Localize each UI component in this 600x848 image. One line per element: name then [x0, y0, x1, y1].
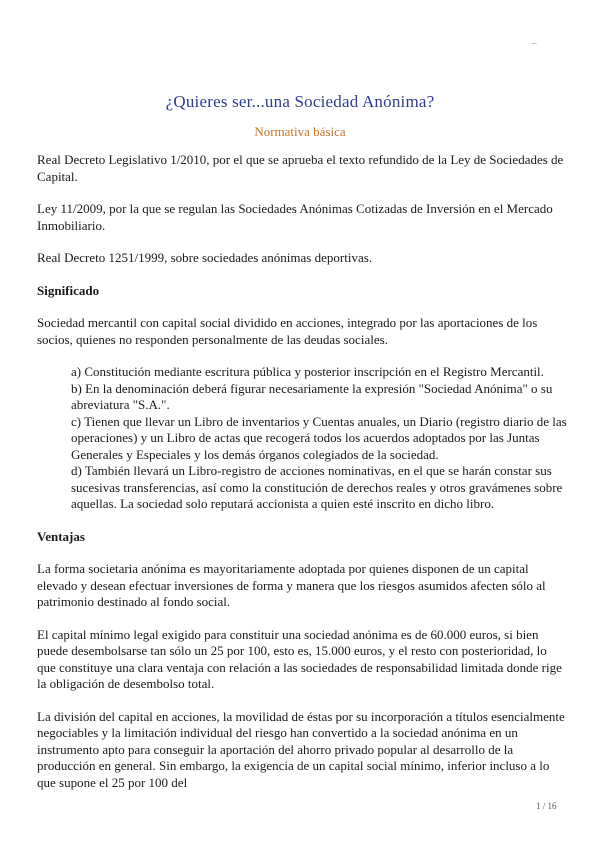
list-item: b) En la denominación deberá figurar necesariamente la expresión "Sociedad Anónima" o su abreviatura "S.A.". [71, 380, 553, 412]
ventajas-paragraph: La forma societaria anónima es mayoritariamente adoptada por quienes disponen de un capital elevado y desean efectuar inversiones de forma y manera que los riesgos asumidos afecten sólo al patrimonio destinado al fondo social. [37, 561, 546, 609]
significado-intro: Sociedad mercantil con capital social dividido en acciones, integrado por las aportaciones de los socios, quienes no responden personalmente de las deudas sociales. [37, 315, 538, 347]
significado-list [71, 364, 567, 513]
list-item: a) Constitución mediante escritura pública y posterior inscripción en el Registro Mercantil. [71, 364, 544, 379]
ventajas-paragraph: El capital mínimo legal exigido para constituir una sociedad anónima es de 60.000 euros, si bien puede desembolsarse tan sólo un 25 por 100, esto es, 15.000 euros, y el resto con posterioridad, lo que constituye una clara ventaja con relación a las sociedades de responsabilidad limitada donde rige la obligación de desembolso total. [37, 626, 562, 691]
page-title: ¿Quieres ser...una Sociedad Anónima? [165, 92, 435, 111]
list-item: c) Tienen que llevar un Libro de inventarios y Cuentas anuales, un Diario (registro diario de las operaciones) y un Libro de actas que recogerá todos los acuerdos adoptados por las Juntas Generales y Especiales y los demás órganos colegiados de la sociedad. [71, 413, 567, 462]
page-subtitle: Normativa básica [254, 124, 346, 139]
section-heading-ventajas: Ventajas [37, 528, 85, 544]
page-number: 1 / 16 [536, 801, 557, 811]
normativa-item: Real Decreto Legislativo 1/2010, por el que se aprueba el texto refundido de la Ley de Sociedades de Capital. [37, 152, 564, 184]
document-body [37, 152, 567, 807]
normativa-item: Ley 11/2009, por la que se regulan las Sociedades Anónimas Cotizadas de Inversión en el Mercado Inmobiliario. [37, 201, 553, 233]
section-heading-significado: Significado [37, 282, 100, 298]
corner-mark: – [532, 38, 537, 48]
ventajas-paragraph: La división del capital en acciones, la movilidad de éstas por su incorporación a títulos esencialmente negociables y la limitación individual del riesgo han convertido a la sociedad anónima en un instrumento apto para conseguir la aportación del ahorro privado popular al desarrollo de la producción en general. Sin embargo, la exigencia de un capital social mínimo, inferior incluso a lo que supone el 25 por 100 del [37, 708, 565, 790]
list-item: d) También llevará un Libro-registro de acciones nominativas, en el que se harán constar sus sucesivas transferencias, así como la constitución de derechos reales y otros gravámenes sobre aquellas. La sociedad solo reputará accionista a quien esté inscrito en dicho libro. [71, 463, 563, 511]
normativa-item: Real Decreto 1251/1999, sobre sociedades anónimas deportivas. [37, 250, 373, 265]
